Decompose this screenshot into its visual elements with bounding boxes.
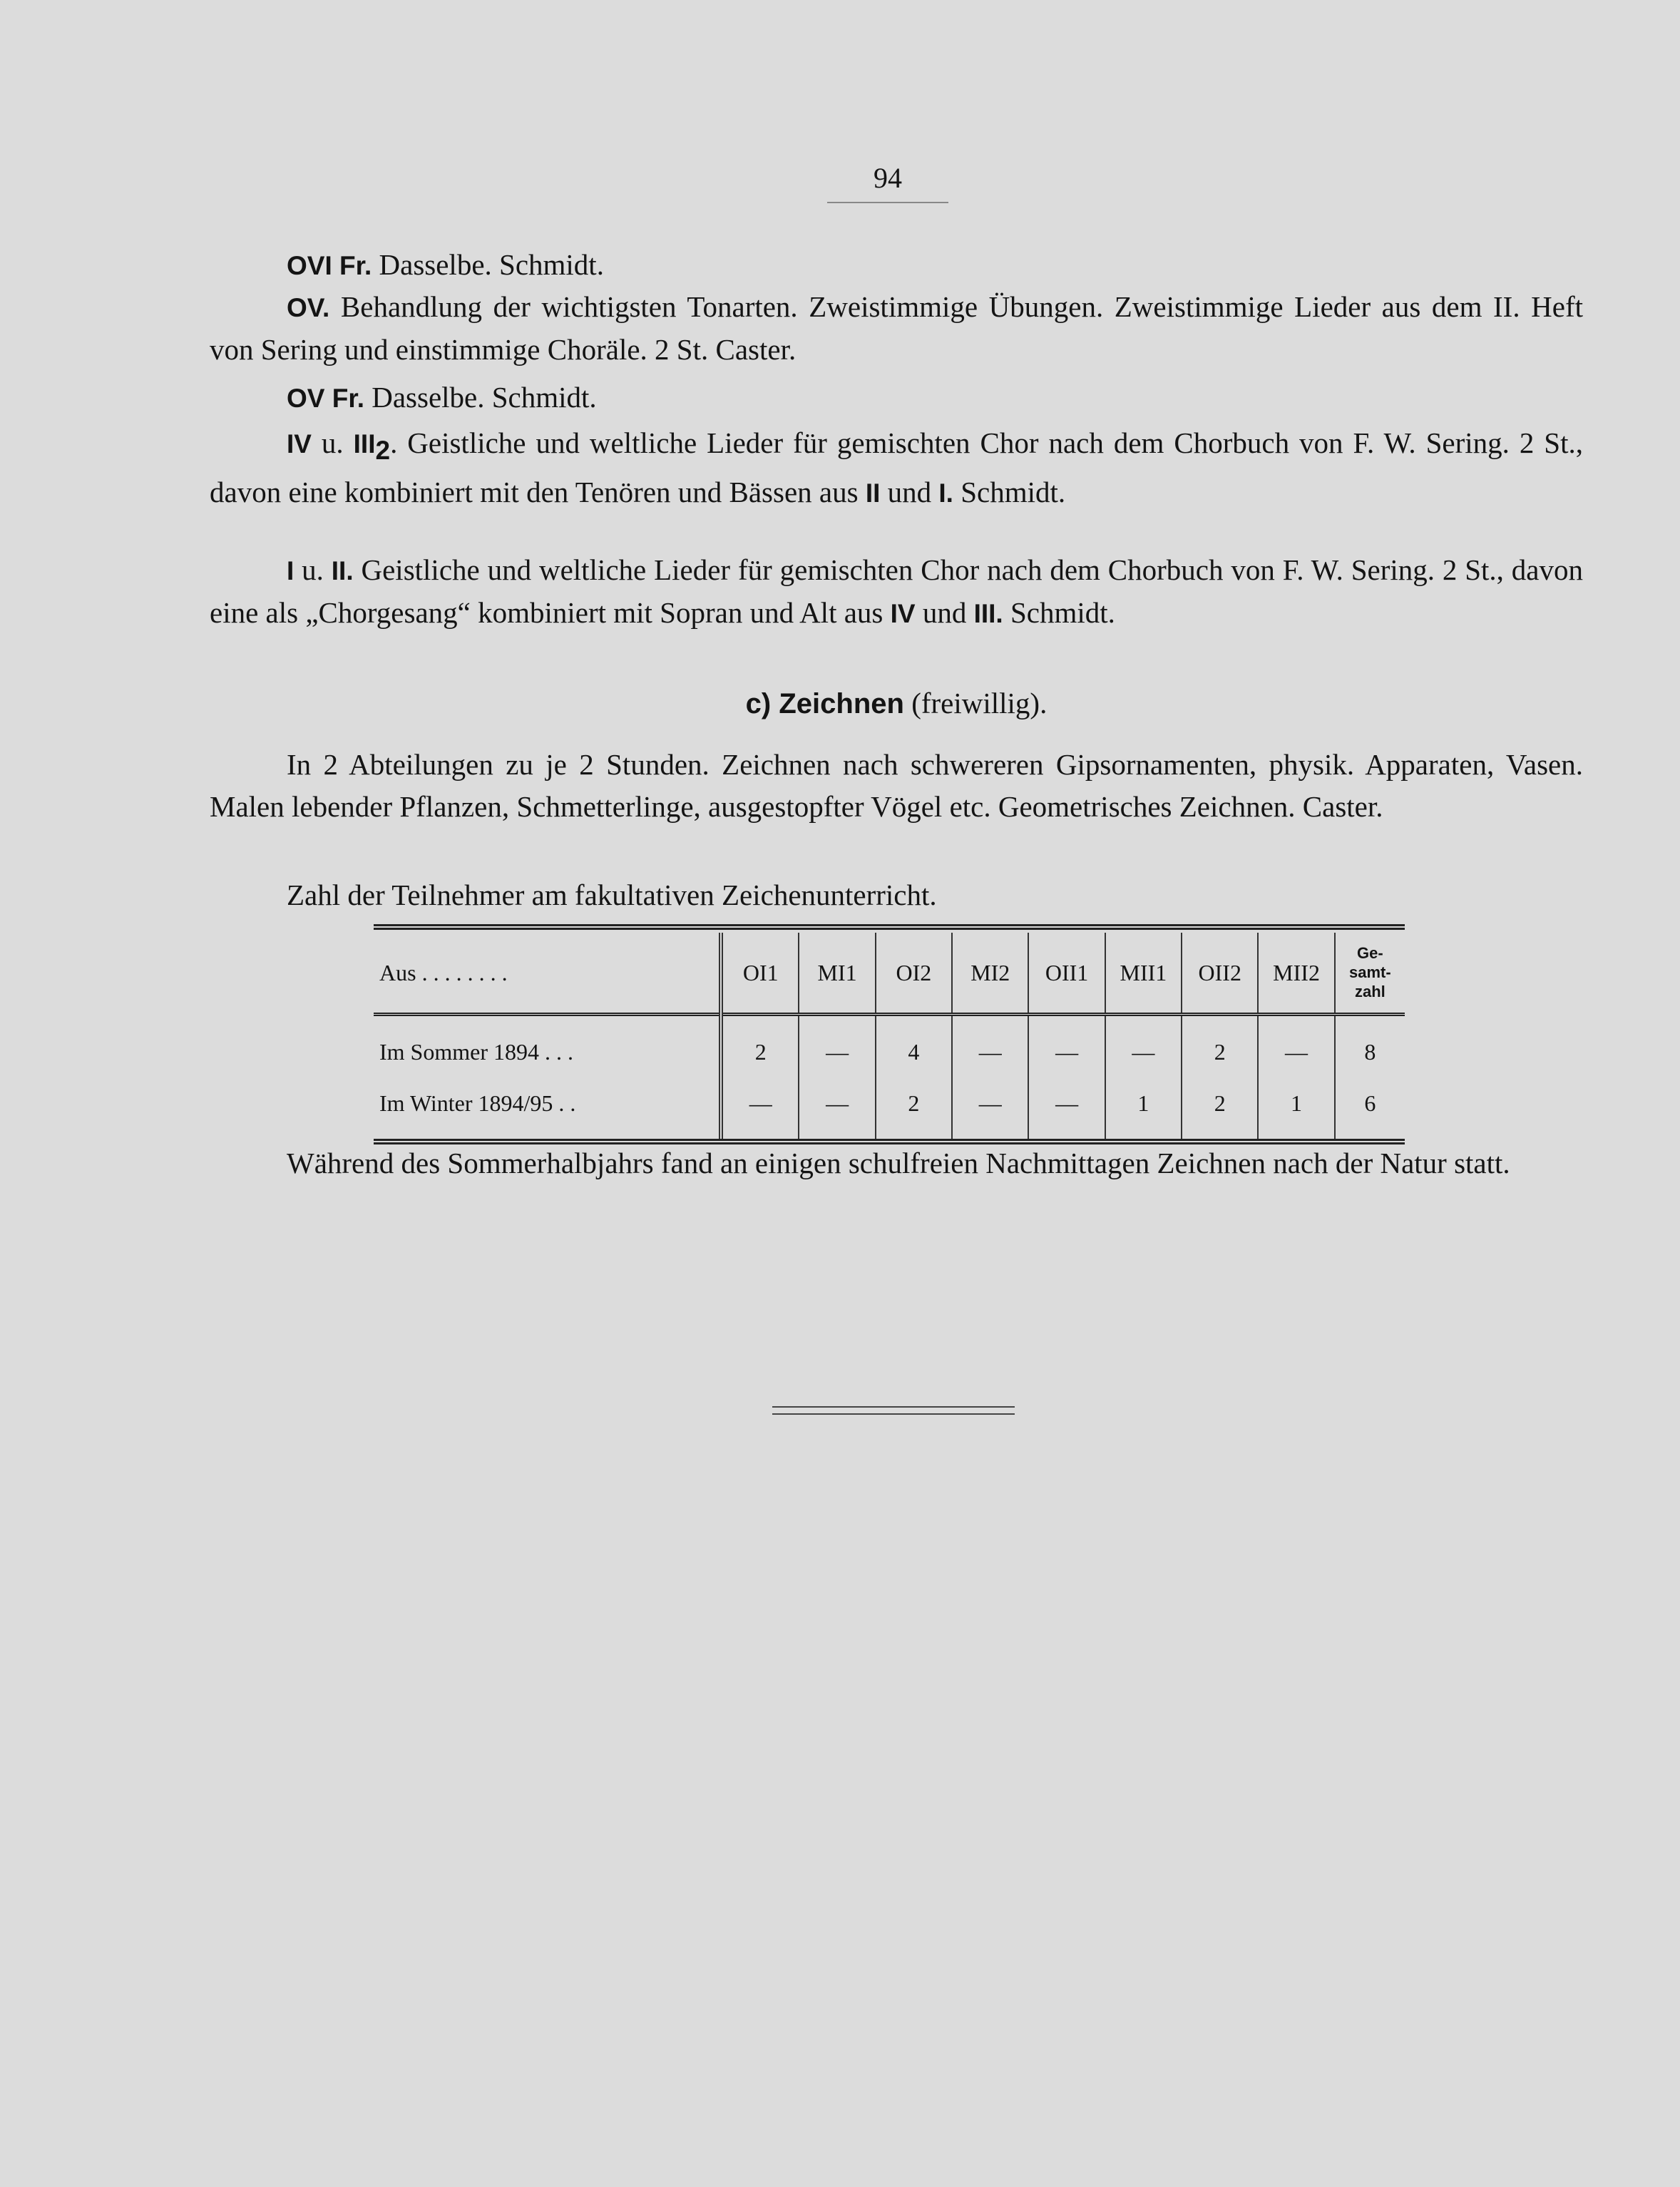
section-heading [210, 686, 1583, 720]
table-cell: — [799, 1015, 875, 1078]
conjunction: und [915, 596, 974, 629]
class-label: I [287, 556, 294, 585]
paragraph-text: Behandlung der wichtigsten Tonarten. Zweistimmige Übungen. Zweistimmige Lieder aus dem II. Heft von Sering und einstimmige Choräle. 2 St. Caster. [210, 290, 1583, 366]
paragraph-text: Schmidt. [1003, 596, 1115, 629]
column-header: OI1 [721, 933, 799, 1015]
column-header: OII2 [1182, 933, 1258, 1015]
column-header: MI2 [952, 933, 1028, 1015]
class-ref: I. [938, 478, 953, 508]
total-column-header [1335, 933, 1405, 1015]
paragraph-text: Dasselbe. Schmidt. [364, 381, 597, 414]
class-label: OV. [287, 293, 330, 322]
paragraph-text: Dasselbe. Schmidt. [372, 248, 604, 281]
table-cell: — [1028, 1015, 1105, 1078]
table-cell: — [799, 1077, 875, 1139]
table-cell: 1 [1105, 1077, 1182, 1139]
class-ref: III. [973, 599, 1003, 628]
paragraph-ovi-fr [210, 244, 1583, 287]
paragraph-text: Schmidt. [953, 476, 1066, 509]
table-cell: — [721, 1077, 799, 1139]
class-label: OV Fr. [287, 384, 364, 413]
table-cell: 4 [876, 1015, 952, 1078]
paragraph-i-ii [210, 549, 1583, 635]
table-cell: — [952, 1077, 1028, 1139]
table-row [374, 1015, 1405, 1078]
class-label: III [353, 429, 376, 459]
row-label: Im Sommer 1894 . . . [379, 1038, 573, 1065]
table-cell: — [952, 1015, 1028, 1078]
conjunction: u. [311, 426, 354, 459]
row-label: Im Winter 1894/95 . . [379, 1090, 576, 1116]
class-label: IV [287, 429, 312, 459]
class-ref: II [865, 478, 881, 508]
column-header: OI2 [876, 933, 952, 1015]
table-cell: — [1105, 1015, 1182, 1078]
table-row [374, 1077, 1405, 1139]
total-header-line: zahl [1354, 982, 1386, 1000]
paragraph-text: Geistliche und weltliche Lieder für gemischten Chor nach dem Chorbuch von F. W. Sering. 2 St., davon eine als „Chorgesang“ kombiniert mit Sopran und Alt aus [210, 553, 1583, 629]
table-cell: 2 [876, 1077, 952, 1139]
class-label: OVI Fr. [287, 251, 372, 280]
class-label: II. [331, 556, 354, 585]
total-header-line: samt- [1349, 963, 1391, 981]
closing-paragraph: Während des Sommerhalbjahrs fand an einigen schulfreien Nachmittagen Zeichnen nach der Natur statt. [287, 1147, 1510, 1179]
column-header: OII1 [1028, 933, 1105, 1015]
table-cell: 2 [721, 1015, 799, 1078]
drawing-paragraph: In 2 Abteilungen zu je 2 Stunden. Zeichnen nach schwereren Gipsornamenten, physik. Apparaten, Vasen. Malen lebender Pflanzen, Schmetterlinge, ausgestopfter Vögel etc. Geometrisches Zeichnen. Caster. [210, 748, 1583, 823]
table-cell: 2 [1182, 1077, 1258, 1139]
table-header-row [374, 933, 1405, 1015]
table-cell: — [1258, 1015, 1334, 1078]
conjunction: und [880, 476, 939, 509]
paragraph-text: . Geistliche und weltliche Lieder für gemischten Chor nach dem Chorbuch von F. W. Sering. 2 St., davon eine kombiniert mit den Tenören und Bässen aus [210, 426, 1584, 509]
paragraph-ov-fr [210, 377, 1583, 419]
total-header-line: Ge- [1357, 943, 1383, 962]
total-header-text [1349, 943, 1391, 1001]
participants-table [374, 924, 1405, 1144]
table-cell: 1 [1258, 1077, 1334, 1139]
paragraph-iv-iii2 [210, 422, 1583, 514]
paragraph-ov [210, 286, 1583, 371]
page-number: 94 [827, 161, 948, 203]
corner-label: Aus . . . . . . . . [374, 933, 721, 1015]
total-cell: 6 [1335, 1077, 1405, 1139]
section-divider [772, 1406, 1015, 1415]
section-label: c) Zeichnen [745, 688, 904, 719]
class-ref: IV [890, 599, 916, 628]
column-header: MII1 [1105, 933, 1182, 1015]
column-header: MII2 [1258, 933, 1334, 1015]
table-caption: Zahl der Teilnehmer am fakultativen Zeichenunterricht. [287, 879, 937, 911]
total-cell: 8 [1335, 1015, 1405, 1078]
class-subscript: 2 [375, 436, 391, 466]
table-cell: 2 [1182, 1015, 1258, 1078]
table-cell: — [1028, 1077, 1105, 1139]
section-suffix: (freiwillig). [903, 687, 1048, 719]
column-header: MI1 [799, 933, 875, 1015]
conjunction: u. [294, 553, 332, 586]
